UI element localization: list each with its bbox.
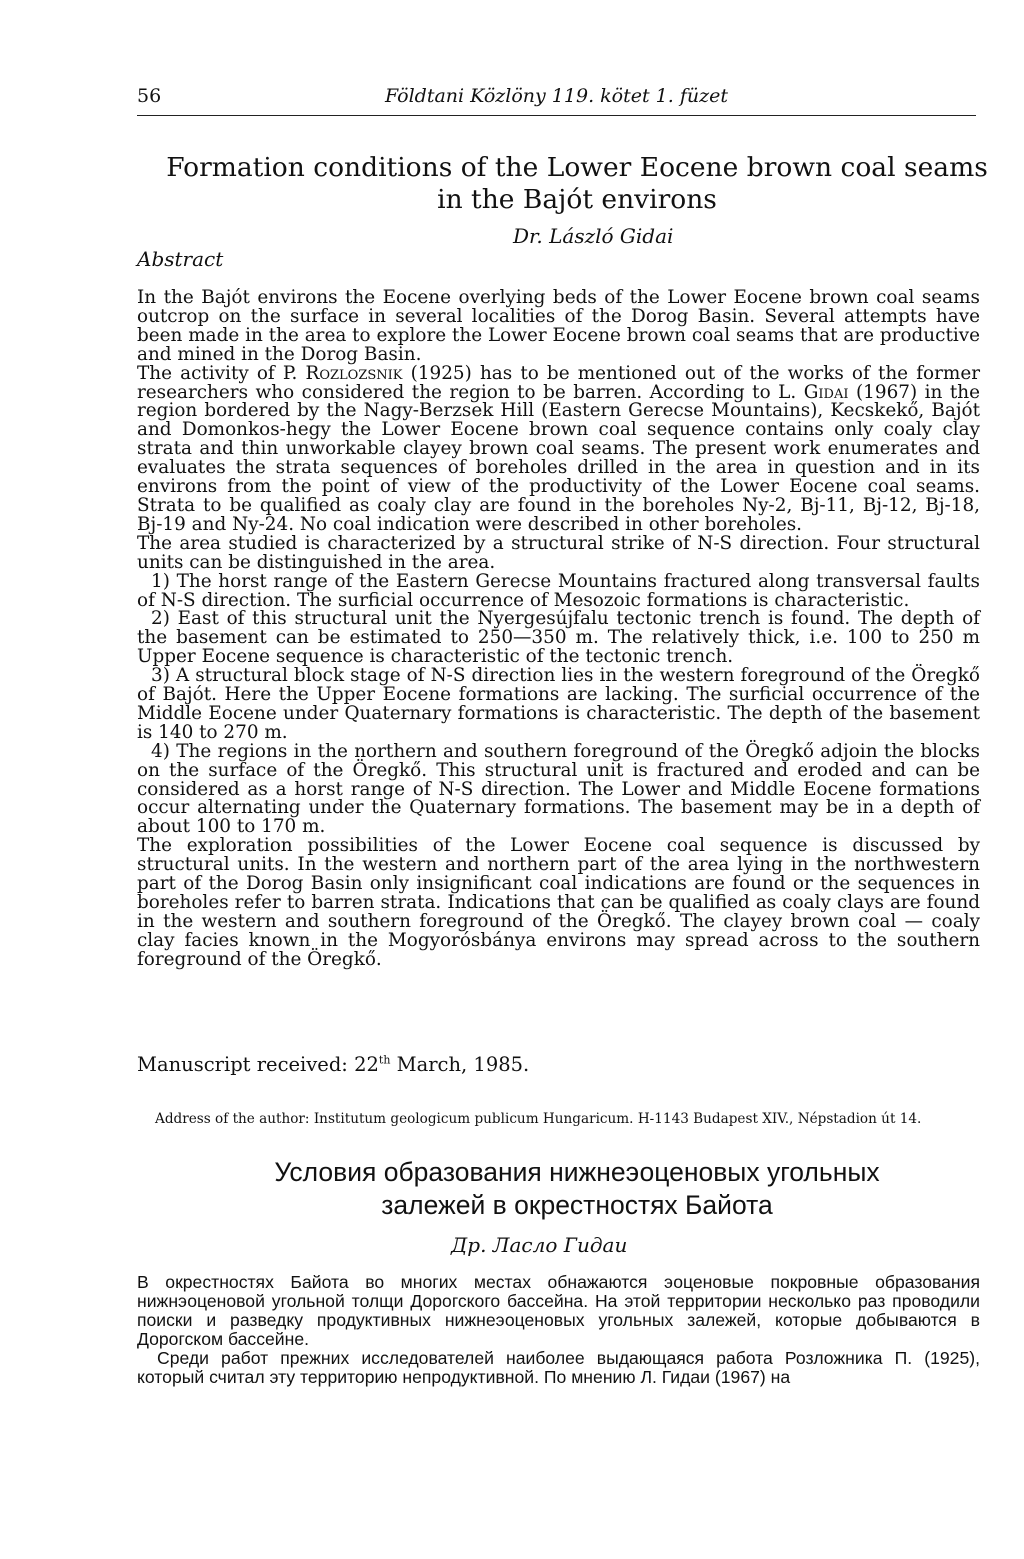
title-ru-line-2: залежей в окрестностях Байота [381, 1190, 773, 1220]
article-title-russian [137, 1156, 1017, 1222]
structural-unit-4: 4) The regions in the northern and southern foreground of the Öregkő adjoin the blocks on the surface of the Öregkő. This structural unit is fractured and eroded and can be considered as a horst range of N-S direction. The Lower and Middle Eocene formations occur alternating under the Quaternary formations. The basement may be in a depth of about 100 to 170 m. [137, 740, 980, 838]
abstract-label: Abstract [137, 247, 224, 271]
manuscript-received [137, 1053, 529, 1076]
article-title-english [137, 152, 1017, 216]
author-name-rozlozsnik: Rozlozsnik [305, 362, 403, 384]
structural-unit-1: 1) The horst range of the Eastern Gerecse Mountains fractured along transversal faults of N-S direction. The surficial occurrence of Mesozoic formations is characteristic. [137, 570, 980, 611]
abstract-paragraph-conclusion: The exploration possibilities of the Lower Eocene coal sequence is discussed by structural units. In the western and northern part of the area lying in the northwestern part of the Dorog Basin only insignificant coal indications are found or the sequences in boreholes refer to barren strata. Indications that can be qualified as coaly clays are found in the western and southern foreground of the Öregkő. The clayey brown coal — coaly clay facies known in the Mogyorósbánya environs may spread across to the southern foreground of the Öregkő. [137, 835, 980, 970]
author-address: Address of the author: Institutum geologicum publicum Hungaricum. H-1143 Budapest XIV., Népstadion út 14. [155, 1111, 922, 1127]
title-line-2: in the Bajót environs [437, 184, 717, 215]
structural-unit-3: 3) A structural block stage of N-S direction lies in the western foreground of the Öregkő of Bajót. Here the Upper Eocene formations are lacking. The surficial occurrence of the Middle Eocene under Quaternary formations is characteristic. The depth of the basement is 140 to 270 m. [137, 665, 980, 743]
paragraph-text: (1967) in the region bordered by the Nagy-Berzsek Hill (Eastern Gerecse Mountains), Kecskekő, Bajót and Domonkos-hegy the Lower Eocene brown coal sequence contains only coaly clay strata and thin unworkable clayey brown coal seams. The present work enumerates and evaluates the strata sequences of boreholes drilled in the area in question and in its environs from the point of view of the productivity of the Lower Eocene coal seams. Strata to be qualified as coaly clay are found in the boreholes Ny-2, Bj-11, Bj-12, Bj-18, Bj-19 and Ny-24. No coal indication were described in other boreholes. [137, 381, 980, 535]
paragraph-text: The activity of P. [137, 362, 306, 384]
received-text: Manuscript received: 22 [137, 1053, 379, 1076]
journal-title: Földtani Közlöny 119. kötet 1. füzet [385, 85, 728, 107]
received-superscript: th [378, 1053, 391, 1067]
author-name-gidai: Gidai [803, 381, 849, 403]
title-line-1: Formation conditions of the Lower Eocene brown coal seams [166, 152, 988, 183]
author-english: Dr. László Gidai [513, 224, 674, 248]
author-russian: Др. Ласло Гидаи [451, 1233, 628, 1257]
abstract-body-russian [137, 1273, 980, 1388]
abstract-paragraph-1: In the Bajót environs the Eocene overlying beds of the Lower Eocene brown coal seams outcrop on the surface in several localities of the Dorog Basin. Several attempts have been made in the area to explore the Lower Eocene brown coal seams that are productive and mined in the Dorog Basin. [137, 287, 980, 365]
russian-paragraph-1: В окрестностях Байота во многих местах обнажаются эоценовые покровные образования нижнэоценовой угольной толщи Дорогского бассейна. На этой территории несколько раз проводили поиски и разведку продуктивных нижнеэоценовых угольных залежей, которые добываются в Дорогском бассейне. [137, 1272, 980, 1350]
paragraph-text: (1925) has to be mentioned out of the works of the former researchers who considered the region to be barren. According to L. [137, 362, 980, 403]
russian-paragraph-2: Среди работ прежних исследователей наиболее выдающаяся работа Розложника П. (1925), который считал эту территорию непродуктивной. По мнению Л. Гидаи (1967) на [137, 1348, 980, 1388]
structural-unit-2: 2) East of this structural unit the Nyergesújfalu tectonic trench is found. The depth of the basement can be estimated to 250—350 m. The relatively thick, i.e. 100 to 250 m Upper Eocene sequence is characteristic of the tectonic trench. [137, 608, 980, 668]
abstract-paragraph-3: The area studied is characterized by a structural strike of N-S direction. Four structural units can be distinguished in the area. [137, 532, 980, 573]
running-header [137, 85, 976, 116]
received-date: March, 1985. [390, 1053, 530, 1076]
abstract-paragraph-2 [137, 362, 980, 535]
page-number: 56 [137, 85, 162, 107]
abstract-body-english [137, 289, 980, 970]
title-ru-line-1: Условия образования нижнеэоценовых угольных [274, 1157, 880, 1187]
